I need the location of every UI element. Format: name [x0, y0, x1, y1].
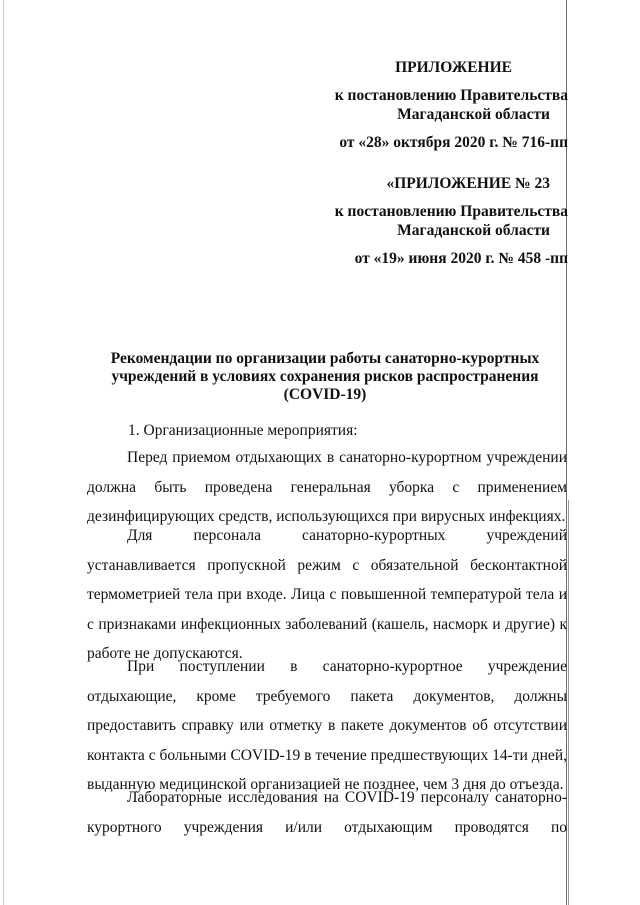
- appendix-resolution-line: к постановлению Правительства: [334, 87, 568, 104]
- paragraph-cleaning: Перед приемом отдыхающих в санаторно-курортном учреждении должна быть проведена генеральная уборка с применением дезинфицирующих средств, использующихся при вирусных инфекциях.: [87, 449, 567, 526]
- document-title-line-1: Рекомендации по организации работы санаторно-курортных: [110, 350, 540, 367]
- scan-edge-left: [3, 0, 4, 905]
- document-title-line-3: (COVID-19): [283, 386, 367, 403]
- prior-appendix-resolution-line: к постановлению Правительства: [334, 203, 568, 220]
- prior-appendix-title: «ПРИЛОЖЕНИЕ № 23: [386, 175, 550, 192]
- paragraph-lab-tests: Лабораторные исследования на COVID-19 персоналу санаторно-курортного учреждения и/или отдыхающим проводятся по: [87, 789, 567, 836]
- scan-fold-line-secondary: [568, 500, 569, 905]
- appendix-title: ПРИЛОЖЕНИЕ: [395, 59, 512, 76]
- prior-appendix-date-line: от «19» июня 2020 г. № 458 -пп: [354, 250, 568, 267]
- section-heading: 1. Организационные мероприятия:: [128, 422, 358, 439]
- appendix-date-line: от «28» октября 2020 г. № 716-пп: [339, 134, 568, 151]
- paragraph-staff-access: Для персонала санаторно-курортных учреждений устанавливается пропускной режим с обязательной бесконтактной термометрией тела при входе. Лица с повышенной температурой тела и с признаками инфекционных заболеваний (кашель, насморк и другие) к работе не допускаются.: [87, 527, 567, 663]
- appendix-region-line: Магаданской области: [397, 106, 550, 123]
- prior-appendix-region-line: Магаданской области: [397, 222, 550, 239]
- paragraph-arrival-documents: При поступлении в санаторно-курортное учреждение отдыхающие, кроме требуемого пакета документов, должны предоставить справку или отметку в пакете документов об отсутствии контакта с больными COVID-19 в течение предшествующих 14-ти дней, выданную медицинской организацией не позднее, чем 3 дня до отъезда.: [87, 658, 567, 794]
- document-title: [100, 350, 550, 404]
- document-title-line-2: учреждений в условиях сохранения рисков распространения: [111, 368, 539, 385]
